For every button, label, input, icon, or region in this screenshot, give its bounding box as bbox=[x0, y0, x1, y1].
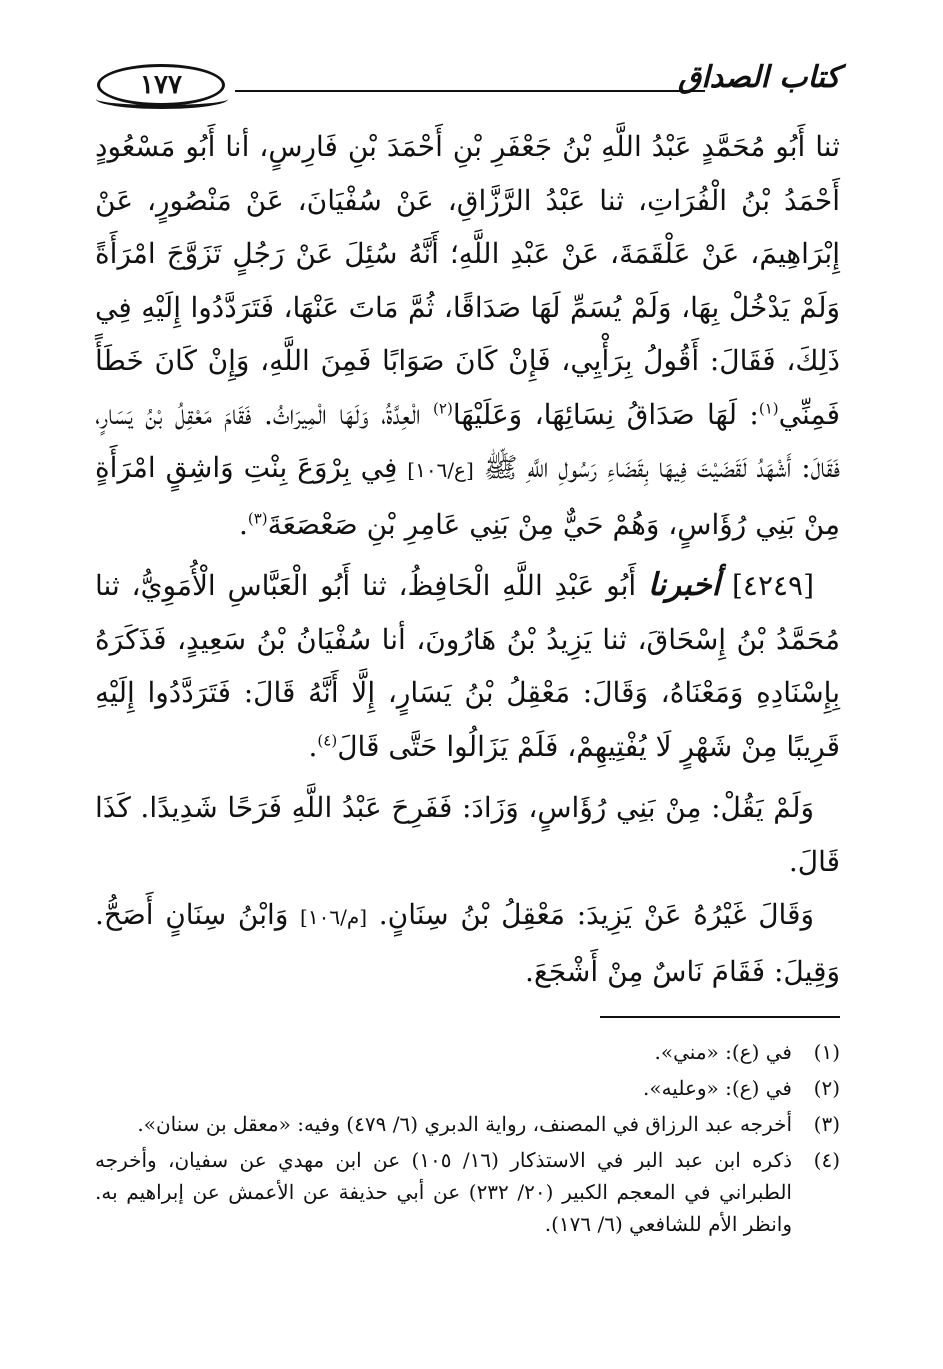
footnote-ref-4[interactable]: (٤) bbox=[317, 731, 338, 750]
footnote-number: (٣) bbox=[813, 1112, 840, 1136]
para1-text-a: ثنا أَبُو مُحَمَّدٍ عَبْدُ اللَّهِ بْنُ جَعْفَرِ بْنِ أَحْمَدَ بْنِ فَارِسٍ، أنا أَبُو مَسْعُودٍ أَحْمَدُ بْنُ الْفُرَاتِ، ثنا عَبْدُ الرَّزَّاقِ، عَنْ سُفْيَانَ، عَنْ مَنْصُورٍ، عَنْ إِبْرَاهِيمَ، عَنْ عَلْقَمَةَ، عَنْ عَبْدِ اللَّهِ؛ أَنَّهُ سُئِلَ عَنْ رَجُلٍ تَزَوَّجَ امْرَأَةً وَلَمْ يَدْخُلْ بِهَا، وَلَمْ يُسَمِّ لَهَا صَدَاقًا، ثُمَّ مَاتَ عَنْهَا، فَتَرَدَّدُوا إِلَيْهِ فِي ذَلِكَ، فَقَالَ: أَقُولُ بِرَأْيِي، فَإِنْ كَانَ صَوَابًا فَمِنَ اللَّهِ، وَإِنْ كَانَ خَطَأً فَمِنِّي bbox=[95, 130, 840, 431]
para1-end: . bbox=[238, 507, 248, 541]
paragraph-1 bbox=[95, 120, 840, 551]
footnote-item bbox=[95, 1108, 840, 1140]
footnote-number: (٤) bbox=[813, 1148, 840, 1172]
main-text bbox=[95, 120, 840, 998]
footnote-ref-3[interactable]: (٣) bbox=[247, 509, 268, 528]
footnote-text: في (ع): «مني». bbox=[654, 1040, 792, 1064]
footnote-ref-1[interactable]: (١) bbox=[758, 399, 779, 418]
footnote-text: في (ع): «وعليه». bbox=[642, 1076, 792, 1100]
para2-end: . bbox=[308, 729, 318, 763]
page-number-badge bbox=[97, 64, 225, 106]
paragraph-2 bbox=[95, 559, 840, 773]
para1-text-c: الْعِدَّةُ، وَلَهَا الْمِيرَاثُ. فَقَامَ مَعْقِلُ بْنُ يَسَارٍ، فَقَالَ: أَشْهَدُ لَقَضَيْتَ فِيهَا بِقَضَاءِ رَسُولِ اللَّهِ ﷺ bbox=[95, 397, 840, 484]
para2-text: أَبُو عَبْدِ اللَّهِ الْحَافِظُ، ثنا أَبُو الْعَبَّاسِ الْأُمَوِيُّ، ثنا مُحَمَّدُ بْنُ إِسْحَاقَ، ثنا يَزِيدُ بْنُ هَارُونَ، أنا سُفْيَانُ بْنُ سَعِيدٍ، فَذَكَرَهُ بِإِسْنَادِهِ وَمَعْنَاهُ، وَقَالَ: مَعْقِلُ بْنُ يَسَارٍ، إِلَّا أَنَّهُ قَالَ: فَتَرَدَّدُوا إِلَيْهِ قَرِيبًا مِنْ شَهْرٍ لَا يُفْتِيهِمْ، فَلَمْ يَزَالُوا حَتَّى قَالَ bbox=[95, 569, 840, 763]
footnote-item bbox=[95, 1072, 840, 1104]
paragraph-4 bbox=[95, 888, 840, 998]
page-number: ١٧٧ bbox=[140, 70, 182, 100]
manuscript-marker: [م/١٠٦] bbox=[300, 905, 368, 929]
footnote-item bbox=[95, 1036, 840, 1068]
akhbarana-word: أخبرنا bbox=[647, 567, 721, 603]
book-title: كتاب الصداق bbox=[677, 60, 840, 95]
footnote-text: ذكره ابن عبد البر في الاستذكار (١٦/ ١٠٥) عن ابن مهدي عن سفيان، وأخرجه الطبراني في المعجم الكبير (٢٠/ ٢٣٢) عن أبي حذيفة عن الأعمش عن إبراهيم به. وانظر الأم للشافعي (٦/ ١٧٦). bbox=[95, 1148, 793, 1236]
footnote-text: أخرجه عبد الرزاق في المصنف، رواية الدبري (٦/ ٤٧٩) وفيه: «معقل بن سنان». bbox=[137, 1112, 792, 1136]
para4-text-a: وَقَالَ غَيْرُهُ عَنْ يَزِيدَ: مَعْقِلُ بْنُ سِنَانٍ. bbox=[367, 898, 814, 931]
footnote-item bbox=[95, 1144, 840, 1240]
para4-text-b: وَابْنُ سِنَانٍ أَصَحُّ. وَقِيلَ: فَقَامَ نَاسٌ مِنْ أَشْجَعَ. bbox=[95, 898, 840, 988]
footnote-number: (٢) bbox=[813, 1076, 840, 1100]
hadith-number: [٤٢٤٩] bbox=[731, 569, 815, 602]
footnote-ref-2[interactable]: (٢) bbox=[433, 399, 453, 418]
manuscript-marker: [ع/١٠٦] bbox=[407, 458, 474, 482]
footnote-separator bbox=[600, 1016, 840, 1018]
footnote-number: (١) bbox=[813, 1040, 840, 1064]
para1-text-d: فِي بِرْوَعَ بِنْتِ وَاشِقٍ امْرَأَةٍ مِنْ بَنِي رُؤَاسٍ، وَهُمْ حَيٌّ مِنْ بَنِي عَامِرِ بْنِ صَعْصَعَةَ bbox=[95, 451, 840, 541]
page-header bbox=[95, 60, 840, 120]
header-rule bbox=[235, 90, 705, 92]
para1-text-b: : لَهَا صَدَاقُ نِسَائِهَا، وَعَلَيْهَا bbox=[452, 397, 759, 431]
footnotes bbox=[95, 1036, 840, 1244]
paragraph-3: وَلَمْ يَقُلْ: مِنْ بَنِي رُؤَاسٍ، وَزَادَ: فَفَرِحَ عَبْدُ اللَّهِ فَرَحًا شَدِيدًا. كَذَا قَالَ. bbox=[95, 791, 840, 878]
